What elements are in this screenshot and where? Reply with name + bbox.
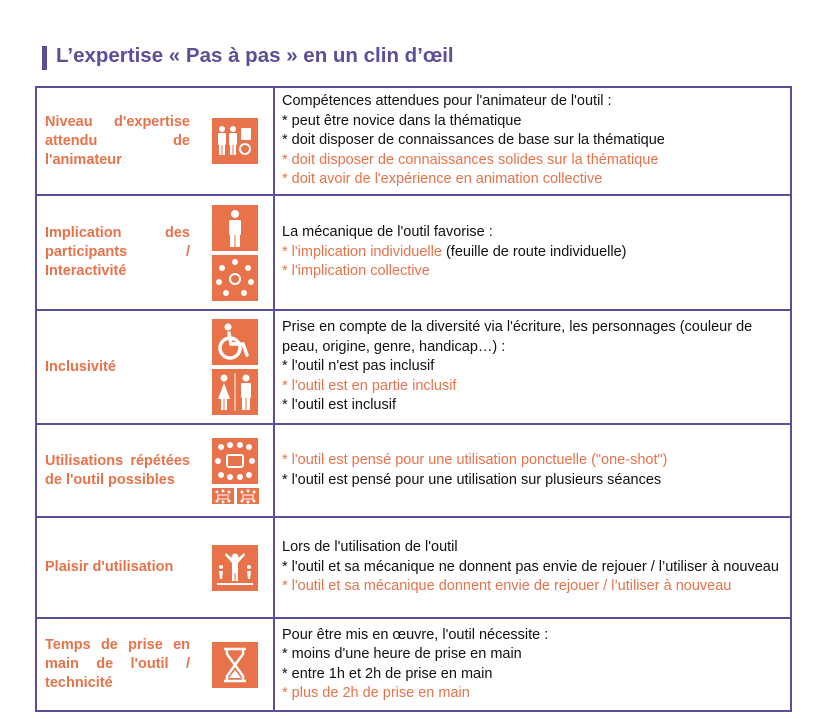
- description-part: (feuille de route individuelle): [441, 243, 627, 260]
- criterion-description: [274, 618, 791, 711]
- description-line: * doit disposer de connaissances solides sur la thématique: [282, 151, 659, 168]
- table-row: [36, 87, 791, 195]
- description-line: * entre 1h et 2h de prise en main: [282, 665, 493, 682]
- description-part: * l'implication individuelle: [282, 243, 442, 260]
- description-line: * l'outil est en partie inclusif: [282, 377, 457, 394]
- description-line: * doit avoir de l'expérience en animation collective: [282, 171, 603, 188]
- description-line: * plus de 2h de prise en main: [282, 685, 470, 701]
- description-line: [282, 243, 784, 263]
- description-line: * l'outil est pensé pour une utilisation ponctuelle ("one-shot"): [282, 452, 668, 468]
- celebration-icon: [212, 545, 258, 591]
- description-line: * peut être novice dans la thématique: [282, 112, 522, 129]
- description-line: Compétences attendues pour l'animateur de l'outil :: [282, 93, 612, 110]
- group-circle-icon: [212, 255, 258, 301]
- description-line: * l'outil et sa mécanique donnent envie de rejouer / l’utiliser à nouveau: [282, 578, 732, 595]
- expert-animator-icon: [212, 118, 258, 164]
- criterion-description: [274, 517, 791, 618]
- description-line: * l'implication collective: [282, 263, 430, 280]
- criterion-label: Temps de prise en main de l'outil / technicité: [36, 618, 197, 711]
- criterion-label: Niveau d'expertise attendu de l'animateur: [36, 87, 197, 195]
- expertise-table: [35, 86, 792, 712]
- criterion-label: Inclusivité: [36, 310, 197, 424]
- hourglass-icon: [212, 642, 258, 688]
- description-line: * moins d'une heure de prise en main: [282, 646, 522, 662]
- table-row: [36, 618, 791, 711]
- table-row: [36, 424, 791, 517]
- description-line: Prise en compte de la diversité via l'écriture, les personnages (couleur de peau, origine, genre, handicap…) :: [282, 319, 753, 355]
- description-line: * l'outil est inclusif: [282, 397, 396, 414]
- criterion-icons: [197, 195, 274, 310]
- wheelchair-icon: [212, 319, 258, 365]
- criterion-label: Plaisir d'utilisation: [36, 517, 197, 618]
- criterion-description: [274, 195, 791, 310]
- description-line: Lors de l'utilisation de l'outil: [282, 539, 458, 556]
- single-person-icon: [212, 205, 258, 251]
- description-line: * l'outil et sa mécanique ne donnent pas envie de rejouer / l’utiliser à nouveau: [282, 558, 779, 575]
- page-title: L’expertise « Pas à pas » en un clin d’œil: [56, 44, 454, 67]
- criterion-icons: [197, 424, 274, 517]
- table-row: [36, 195, 791, 310]
- table-row: [36, 517, 791, 618]
- criterion-icons: [197, 310, 274, 424]
- criterion-icons: [197, 618, 274, 711]
- criterion-description: [274, 424, 791, 517]
- repeated-sessions-icon: [212, 488, 234, 504]
- group-meeting-icon: [212, 438, 258, 484]
- description-line: Pour être mis en œuvre, l'outil nécessite :: [282, 626, 549, 643]
- criterion-icons: [197, 87, 274, 195]
- criterion-label: Implication des participants / Interactivité: [36, 195, 197, 310]
- description-line: * doit disposer de connaissances de base sur la thématique: [282, 132, 665, 149]
- title-accent-bar: [42, 46, 47, 70]
- man-woman-icon: [212, 369, 258, 415]
- repeated-sessions-icon: [237, 488, 259, 504]
- criterion-icons: [197, 517, 274, 618]
- description-line: * l'outil n'est pas inclusif: [282, 358, 435, 375]
- table-row: [36, 310, 791, 424]
- description-line: La mécanique de l'outil favorise :: [282, 224, 493, 241]
- description-line: * l'outil est pensé pour une utilisation sur plusieurs séances: [282, 471, 662, 488]
- criterion-label: Utilisations répétées de l'outil possibles: [36, 424, 197, 517]
- criterion-description: [274, 87, 791, 195]
- criterion-description: [274, 310, 791, 424]
